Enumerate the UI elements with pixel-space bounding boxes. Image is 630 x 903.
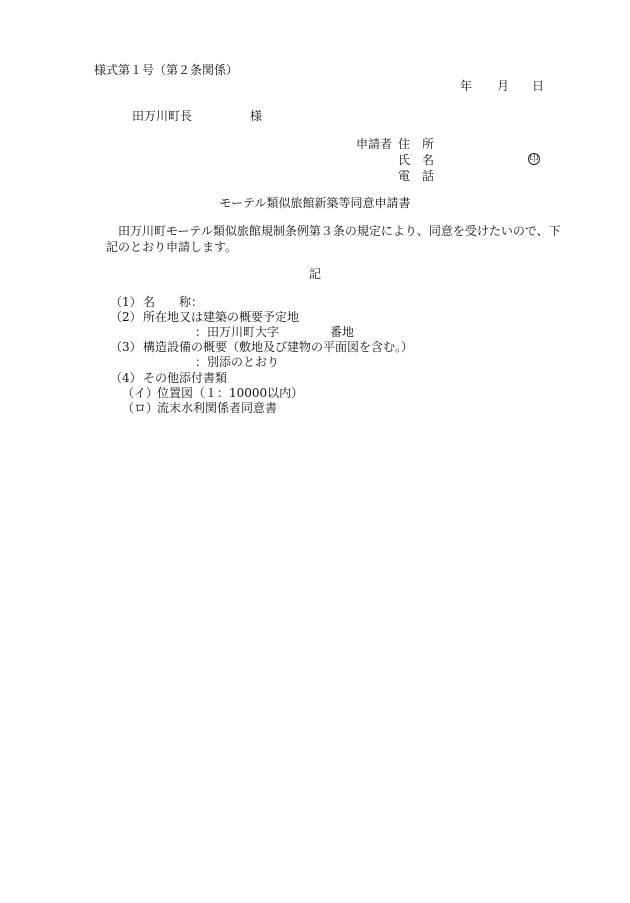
body-paragraph: 田万川町モーテル類似旅館規制条例第３条の規定により、同意を受けたいので、下記のとおり申請します。 (106, 224, 561, 254)
form-number: 様式第１号（第２条関係） (94, 63, 239, 77)
attachment-label: 流末水利関係者同意書 (157, 401, 278, 415)
addressee-name: 田万川町長 (132, 109, 193, 123)
list-item-label: 構造設備の概要（敷地及び建物の平面図を含む。） (143, 340, 414, 354)
attachment-number: （イ） (122, 386, 159, 400)
list-item-label: 所在地又は建築の概要予定地 (143, 310, 300, 324)
applicant-phone-label: 電 話 (398, 169, 435, 183)
attachment-label: 位置図（１：10000以内） (157, 386, 304, 400)
list-item-value-suffix: 番地 (330, 325, 355, 339)
list-item-number: （4） (110, 371, 142, 385)
ki-heading: 記 (308, 267, 321, 281)
attachment-number: （ロ） (122, 401, 159, 415)
list-item-value: ：田万川町大字 (195, 325, 280, 339)
date-year-label: 年 (460, 79, 473, 93)
list-item-number: （3） (110, 340, 142, 354)
applicant-label: 申請者 (356, 137, 393, 151)
list-item-value: ：別添のとおり (195, 355, 280, 369)
date-month-label: 月 (497, 79, 510, 93)
document-title: モーテル類似旅館新築等同意申請書 (219, 196, 411, 210)
date-day-label: 日 (532, 79, 545, 93)
list-item-label: 名 称： (143, 295, 204, 309)
seal-icon: 印 (529, 154, 539, 164)
applicant-address-label: 住 所 (398, 137, 435, 151)
addressee-honorific: 様 (250, 109, 263, 123)
list-item-label: その他添付書類 (143, 371, 228, 385)
applicant-name-label: 氏 名 (398, 153, 435, 167)
list-item-number: （2） (110, 310, 142, 324)
list-item-number: （1） (110, 295, 142, 309)
